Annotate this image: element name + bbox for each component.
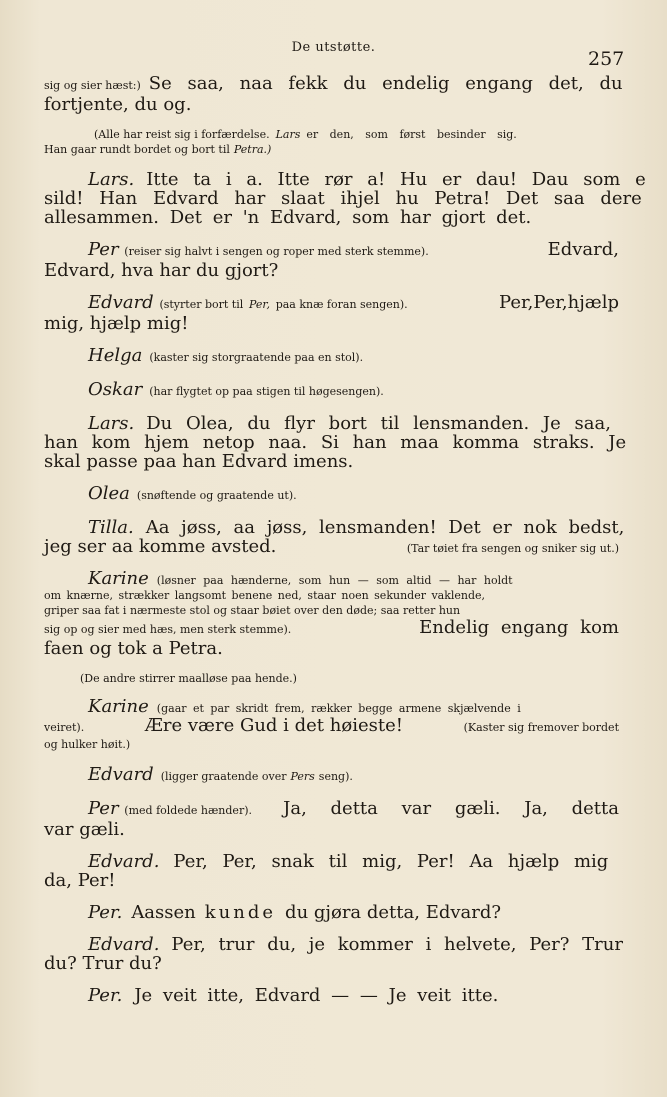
stage-direction: veiret). [44,721,85,734]
stage-direction: om knærne, strækker langsomt benene ned, staar noen sekunder vaklende, [44,589,486,602]
paragraph [44,934,623,974]
speaker-name: Petra.) [233,143,272,156]
stage-direction: (styrter bort til [159,298,244,311]
text-line [44,568,619,589]
page-number: 257 [588,48,625,70]
text-line [44,261,619,280]
text-line [44,639,619,658]
paragraph [44,696,619,752]
text-line [44,95,619,114]
paragraph [44,240,619,280]
dialogue-text: Per, trur du, je kommer i helvete, Per? Trur [171,934,623,955]
text-line [44,618,619,639]
text-line [44,716,619,737]
dialogue-text: du gjøra detta, Edvard? [285,902,502,923]
speaker-name: Lars. [88,413,135,434]
dialogue-text: du? Trur du? [44,953,162,974]
stage-direction-block [44,671,619,686]
speaker-name: Edvard [88,764,154,785]
speaker-name: Per [88,239,119,260]
text-line [44,696,619,717]
stage-direction: (kaster sig storgraatende paa en stol). [149,351,364,364]
stage-direction: (gaar et par skridt frem, rækker begge armene skjælvende i [156,702,521,715]
paragraph [44,986,619,1005]
text-line [44,346,619,367]
text-line [44,314,619,333]
paragraph [44,293,619,333]
text-body [44,73,646,1018]
dialogue-text: Endelig engang kom [419,617,619,638]
stage-direction: (snøftende og graatende ut). [136,489,297,502]
dialogue-text: Aassen [131,902,196,923]
stage-direction: Han gaar rundt bordet og bort til [44,143,230,156]
paragraph [44,73,623,115]
paragraph [44,169,646,228]
speaker-name: Edvard. [88,851,160,872]
text-line [44,517,625,538]
paragraph [44,484,619,505]
text-line [44,127,619,142]
dialogue-text: Edvard, hva har du gjort? [44,260,279,281]
text-line [44,588,619,603]
speaker-name: Lars. [88,169,135,190]
text-line [44,765,619,786]
running-head: De utstøtte. [291,40,376,55]
paragraph [44,852,619,890]
stage-direction: (med foldede hænder). [124,804,252,817]
stage-direction: sig op og sier med hæs, men sterk stemme). [44,623,292,636]
text-line [44,737,619,752]
dialogue-text: fortjente, du og. [44,94,192,115]
text-line [44,240,619,261]
text-line [44,208,619,227]
stage-direction: og hulker høit.) [44,738,131,751]
speaker-name: Pers [290,770,315,783]
stage-direction: griper saa fat i nærmeste stol og staar bøiet over den døde; saa retter hun [44,604,461,617]
dialogue-text: sild! Han Edvard har slaat ihjel hu Petra! Det saa dere [44,188,642,209]
speaker-name: Lars [275,128,301,141]
text-line [44,671,619,686]
speaker-name: Per [88,798,119,819]
dialogue-text: mig, hjælp mig! [44,313,189,334]
text-line [44,484,619,505]
stage-direction: (Tar tøiet fra sengen og sniker sig ut.) [406,542,619,555]
speaker-name: Per. [88,902,123,923]
paragraph [44,380,619,401]
dialogue-text: da, Per! [44,870,116,891]
dialogue-text: jeg ser aa komme avsted. [44,536,277,557]
speaker-name: Oskar [88,379,143,400]
speaker-name: Edvard [88,292,154,313]
text-line [44,871,619,890]
paragraph [44,346,619,367]
text-line [44,414,619,433]
speaker-name: Per, [248,298,270,311]
text-line [44,852,619,871]
stage-direction: (Alle har reist sig i forfærdelse. [94,128,270,141]
dialogue-text: Ære være Gud i det høieste! [144,715,403,736]
stage-direction-block [44,127,619,157]
paragraph [44,568,619,659]
stage-direction: er den, som først besinder sig. [306,128,517,141]
text-line [44,452,619,471]
stage-direction: seng). [318,770,353,783]
dialogue-text: Per,Per,hjælp [499,292,619,313]
speaker-name: Helga [88,345,143,366]
stage-direction: (Kaster sig fremover bordet [463,721,619,734]
paragraph [44,765,619,786]
speaker-name: Karine [88,568,149,589]
dialogue-text: Ja, detta var gæli. Ja, detta [283,798,619,819]
speaker-name: Tilla. [88,517,134,538]
text-line [44,954,619,973]
dialogue-text: faen og tok a Petra. [44,638,223,659]
text-line [44,188,642,209]
dialogue-text: Per, Per, snak til mig, Per! Aa hjælp mig [173,851,609,872]
text-line [44,73,623,95]
text-line [44,986,619,1005]
paragraph [44,799,619,839]
stage-direction: (reiser sig halvt i sengen og roper med sterk stemme). [124,245,429,258]
stage-direction: (De andre stirrer maalløse paa hende.) [80,672,297,685]
emphasized-text: kunde [204,902,277,923]
text-line [44,169,646,190]
text-line [44,799,619,820]
text-line [44,432,627,453]
stage-direction: (ligger graatende over [160,770,287,783]
dialogue-text: Du Olea, du flyr bort til lensmanden. Je saa, [146,413,611,434]
text-line [44,603,619,618]
speaker-name: Per. [88,985,123,1006]
text-line [44,820,619,839]
paragraph [44,903,619,922]
dialogue-text: han kom hjem netop naa. Si han maa komma straks. Je [44,432,627,453]
dialogue-text: Edvard, [547,239,619,260]
speaker-name: Karine [88,696,149,717]
text-line [44,934,623,955]
stage-direction: (har flygtet op paa stigen til høgesengen). [149,385,384,398]
dialogue-text: Je veit itte, Edvard — — Je veit itte. [134,985,499,1006]
dialogue-text: allesammen. Det er 'n Edvard, som har gjort det. [44,207,532,228]
stage-direction: (løsner paa hænderne, som hun — som altid — har holdt [156,574,513,587]
speaker-name: Olea [88,483,130,504]
paragraph [44,413,627,472]
stage-direction: sig og sier hæst:) [44,79,141,92]
paragraph [44,517,625,558]
text-line [44,380,619,401]
dialogue-text: var gæli. [44,819,125,840]
text-line [44,537,619,558]
stage-direction: paa knæ foran sengen). [275,298,408,311]
text-line [44,903,619,922]
text-line [44,293,619,314]
speaker-name: Edvard. [88,934,160,955]
dialogue-text: Se saa, naa fekk du endelig engang det, du [148,73,623,94]
text-line [44,142,619,157]
dialogue-text: Itte ta i a. Itte rør a! Hu er dau! Dau som e [146,169,646,190]
dialogue-text: skal passe paa han Edvard imens. [44,451,354,472]
dialogue-text: Aa jøss, aa jøss, lensmanden! Det er nok bedst, [145,517,625,538]
